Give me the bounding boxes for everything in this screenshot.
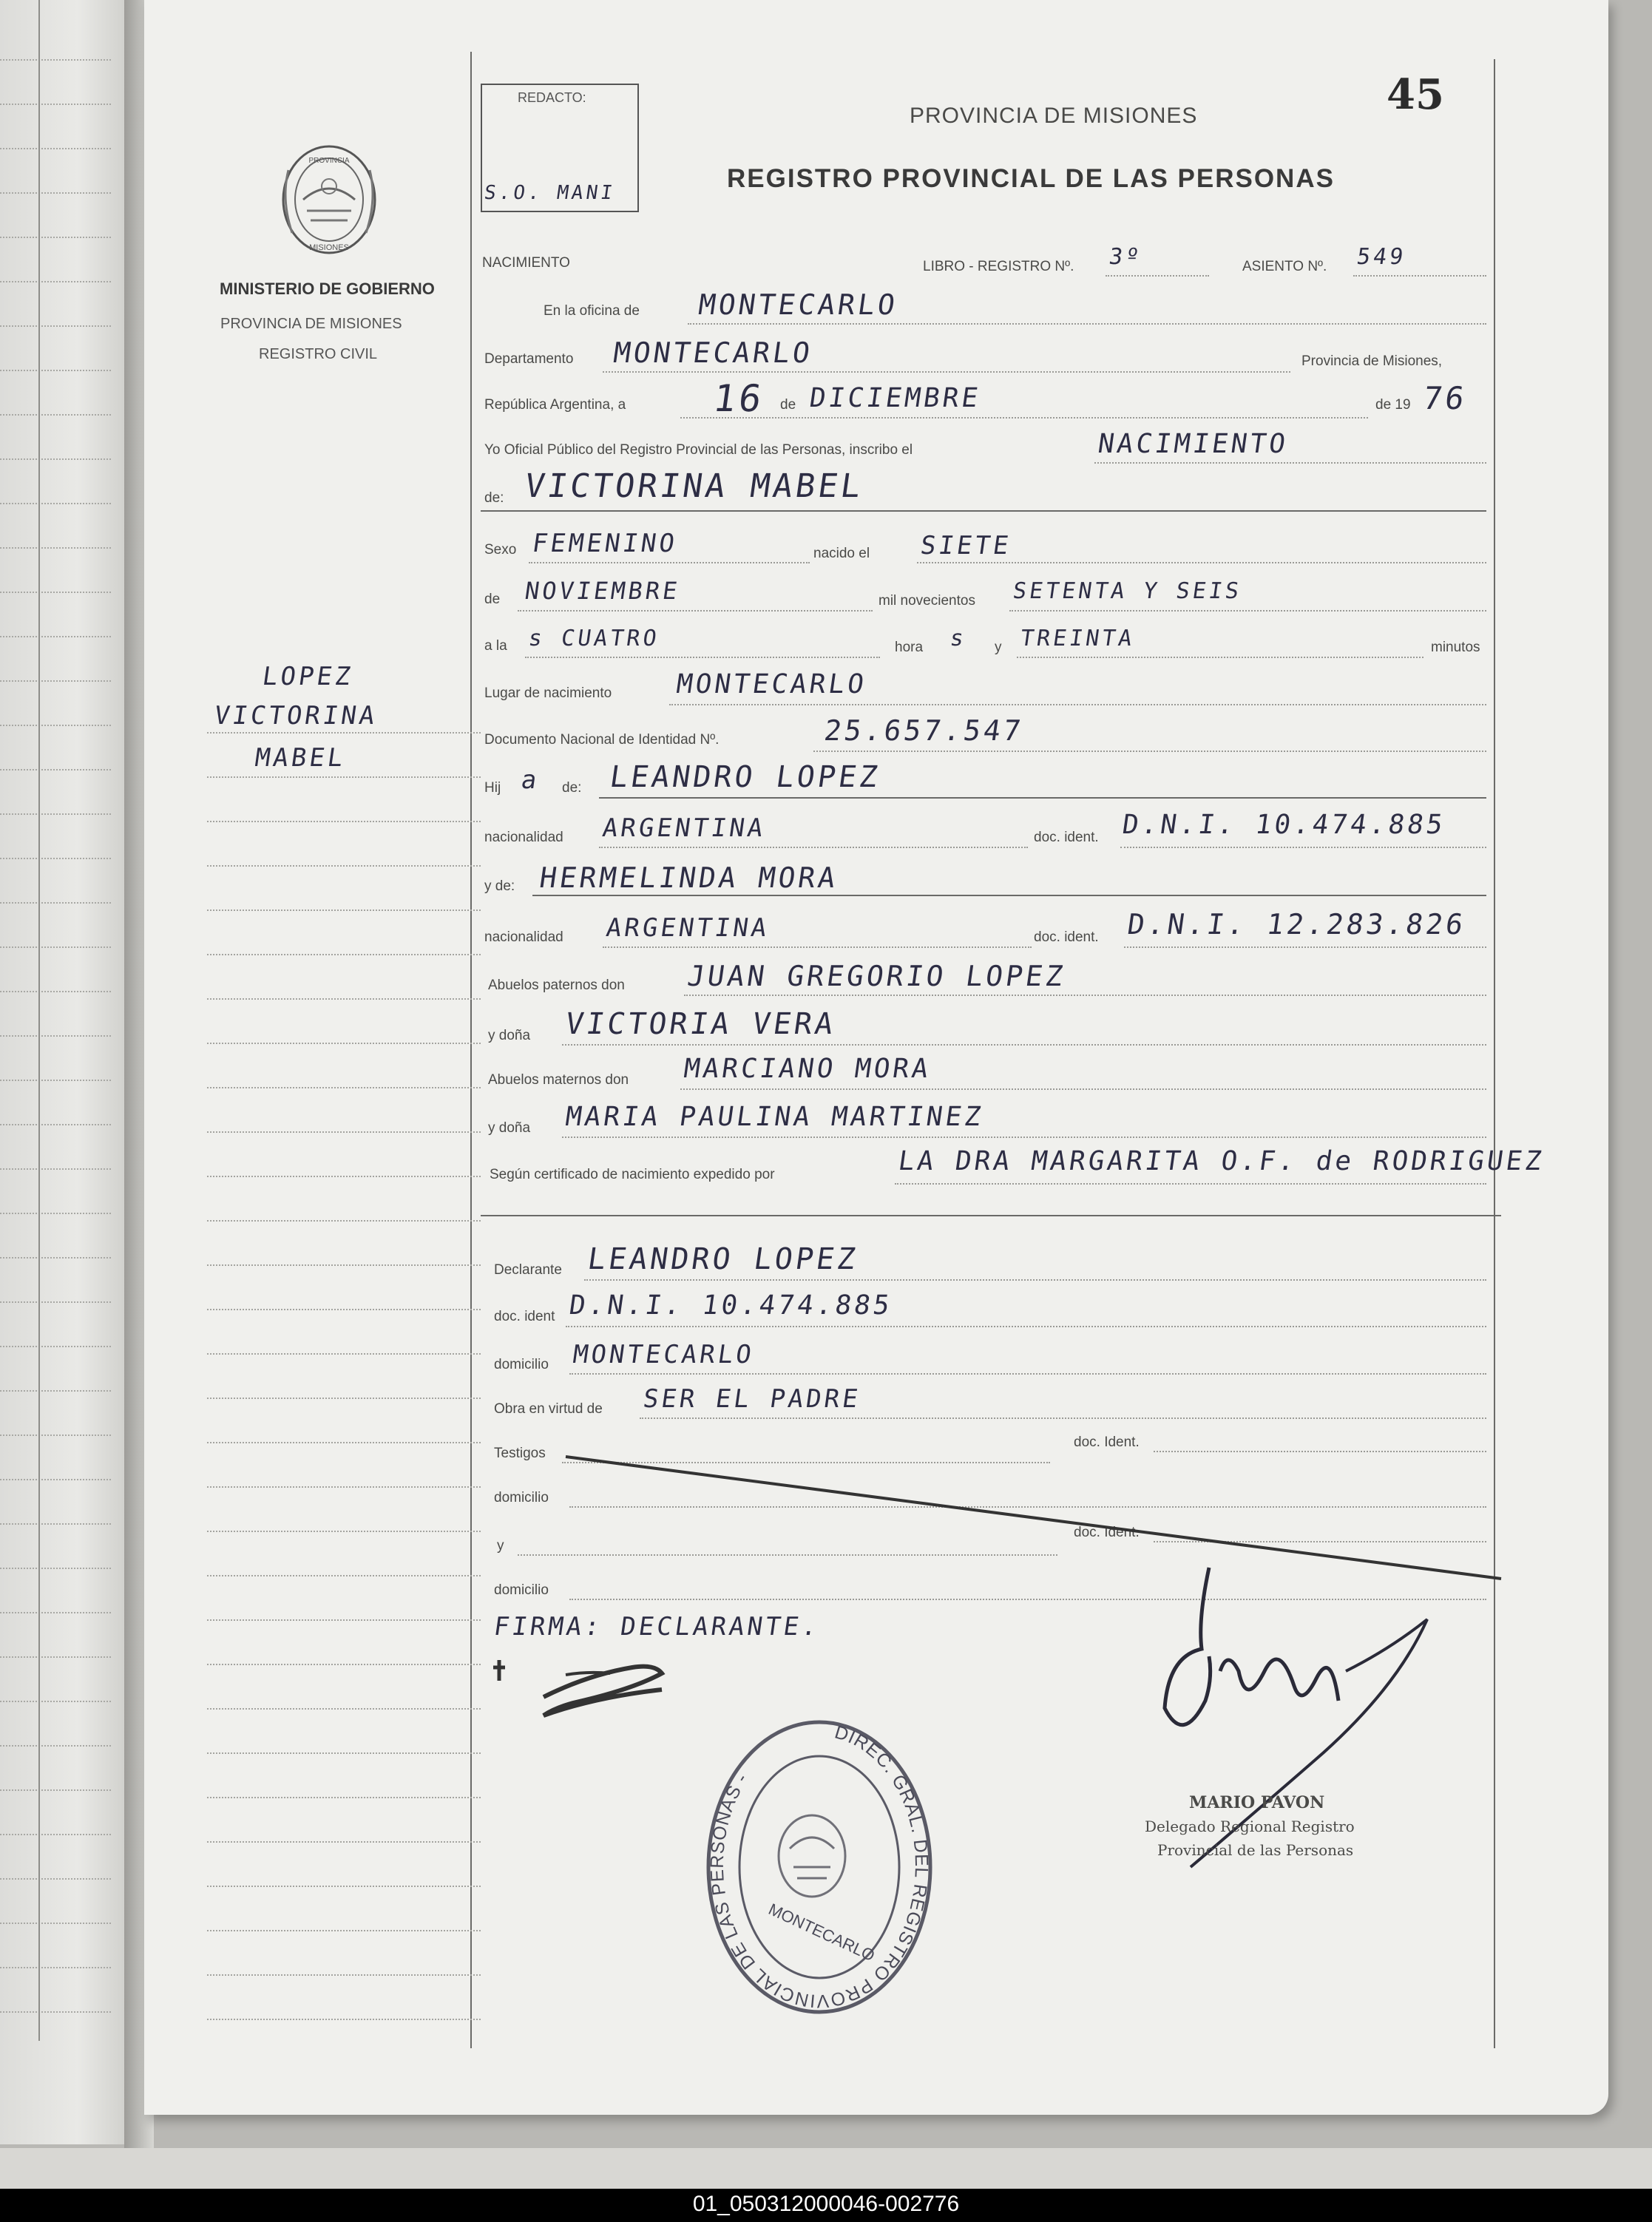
abm-dona-label: y doña bbox=[488, 1120, 531, 1136]
father-rule bbox=[599, 797, 1486, 799]
abp-value: JUAN GREGORIO LOPEZ bbox=[685, 960, 1068, 992]
official-name: MARIO PAVON bbox=[1189, 1793, 1325, 1812]
departamento-value: MONTECARLO bbox=[611, 336, 815, 369]
obra-value: SER EL PADRE bbox=[641, 1384, 863, 1414]
coat-of-arms-icon bbox=[274, 140, 385, 266]
alas-value: s CUATRO bbox=[527, 626, 661, 651]
mother-rule bbox=[532, 895, 1486, 896]
sexo-value: FEMENINO bbox=[530, 529, 680, 558]
obra-label: Obra en virtud de bbox=[494, 1401, 603, 1417]
hij-de-label: de: bbox=[562, 780, 582, 796]
mil-value: SETENTA Y SEIS bbox=[1011, 578, 1244, 604]
name-rule bbox=[481, 510, 1486, 512]
year-value: 76 bbox=[1421, 380, 1470, 416]
oficial-value: NACIMIENTO bbox=[1096, 429, 1290, 459]
abp-dona-value: VICTORIA VERA bbox=[563, 1007, 839, 1041]
nacido-label: nacido el bbox=[813, 546, 870, 561]
official-title1: Delegado Regional Registro bbox=[1145, 1818, 1355, 1835]
abm-dona-value: MARIA PAULINA MARTINEZ bbox=[563, 1102, 986, 1132]
sexo-label: Sexo bbox=[484, 542, 517, 558]
doc2-value: D.N.I. 12.283.826 bbox=[1125, 908, 1469, 941]
nac1-label: nacionalidad bbox=[484, 830, 563, 845]
asiento-value: 549 bbox=[1355, 244, 1408, 270]
ministry-title: MINISTERIO DE GOBIERNO bbox=[220, 280, 435, 298]
libro-value: 3º bbox=[1107, 244, 1144, 270]
firma-label: FIRMA: DECLARANTE. bbox=[492, 1612, 822, 1642]
father-value: LEANDRO LOPEZ bbox=[607, 760, 883, 794]
lugar-label: Lugar de nacimiento bbox=[484, 685, 612, 701]
abm-value: MARCIANO MORA bbox=[682, 1054, 933, 1084]
cert-label: Según certificado de nacimiento expedido por bbox=[490, 1167, 775, 1182]
page-number: 45 bbox=[1387, 70, 1444, 119]
ministry-province: PROVINCIA DE MISIONES bbox=[220, 316, 402, 332]
official-signature bbox=[1080, 1560, 1449, 1945]
mother-value: HERMELINDA MORA bbox=[537, 861, 841, 894]
decl-doc-value: D.N.I. 10.474.885 bbox=[567, 1290, 895, 1321]
dni-label: Documento Nacional de Identidad Nº. bbox=[484, 732, 720, 748]
declarante-label: Declarante bbox=[494, 1262, 562, 1278]
domicilio-label: domicilio bbox=[494, 1357, 549, 1372]
hora-label: hora bbox=[895, 640, 924, 655]
testigos-doc2-label: doc. Ident. bbox=[1074, 1525, 1140, 1540]
minutes-value: TREINTA bbox=[1018, 626, 1137, 651]
left-page bbox=[0, 0, 129, 2144]
abp-dona-label: y doña bbox=[488, 1028, 531, 1043]
day-value: 16 bbox=[710, 377, 768, 420]
abm-label: Abuelos maternos don bbox=[488, 1072, 629, 1088]
oficina-value: MONTECARLO bbox=[696, 288, 900, 321]
redacto-value: S.O. MANI bbox=[482, 182, 617, 204]
asiento-label: ASIENTO Nº. bbox=[1242, 259, 1327, 274]
alas-label: a la bbox=[484, 638, 507, 654]
image-caption: 01_050312000046-002776 bbox=[692, 2192, 960, 2216]
de2-label: de bbox=[484, 592, 501, 607]
nacido-value: SIETE bbox=[918, 531, 1014, 560]
stamp-ring-text: DIREC. GRAL. DEL REGISTRO PROVINCIAL DE LAS PERSONAS - bbox=[706, 1721, 932, 2012]
de-name-label: de: bbox=[484, 490, 504, 506]
declarant-signature bbox=[484, 1645, 706, 1727]
testigos-dom-label: domicilio bbox=[494, 1490, 549, 1505]
arms-bottom-text: MISIONES bbox=[309, 243, 349, 252]
domicilio-value: MONTECARLO bbox=[571, 1340, 756, 1369]
hora-value: s bbox=[948, 626, 969, 651]
name-value: VICTORINA MABEL bbox=[522, 467, 866, 505]
page-right-rule bbox=[1494, 59, 1495, 2048]
margin-first-name: VICTORINA bbox=[212, 701, 380, 731]
month2-value: NOVIEMBRE bbox=[523, 577, 683, 605]
redacto-label: REDACTO: bbox=[518, 90, 586, 105]
lugar-value: MONTECARLO bbox=[674, 669, 869, 700]
province-header: PROVINCIA DE MISIONES bbox=[910, 104, 1198, 128]
oficina-label: En la oficina de bbox=[544, 303, 640, 319]
record-type-label: NACIMIENTO bbox=[482, 255, 570, 271]
stamp-inner-text: MONTECARLO bbox=[765, 1900, 878, 1965]
stamp-emblem-icon bbox=[779, 1815, 845, 1897]
nac1-value: ARGENTINA bbox=[600, 813, 768, 843]
testigos-dom2-label: domicilio bbox=[494, 1582, 549, 1598]
departamento-label: Departamento bbox=[484, 351, 574, 367]
nac2-label: nacionalidad bbox=[484, 929, 563, 945]
section-divider bbox=[481, 1215, 1501, 1216]
cert-value: LA DRA MARGARITA O.F. de RODRIGUEZ bbox=[896, 1146, 1546, 1176]
de-label: de bbox=[780, 397, 796, 413]
page-left-rule bbox=[470, 52, 472, 2048]
registry-stamp bbox=[701, 1715, 938, 2019]
margin-middle-name: MABEL bbox=[253, 743, 348, 773]
nac2-value: ARGENTINA bbox=[604, 913, 772, 943]
year-label: de 19 bbox=[1375, 397, 1411, 413]
oficial-label: Yo Oficial Público del Registro Provincial de las Personas, inscribo el bbox=[484, 442, 913, 458]
decl-doc-label: doc. ident bbox=[494, 1309, 555, 1324]
mil-label: mil novecientos bbox=[879, 593, 975, 609]
official-title2: Provincial de las Personas bbox=[1157, 1841, 1354, 1859]
margin-surname: LOPEZ bbox=[260, 662, 356, 691]
registry-title: REGISTRO PROVINCIAL DE LAS PERSONAS bbox=[727, 164, 1335, 193]
declarante-value: LEANDRO LOPEZ bbox=[585, 1242, 861, 1276]
dni-value: 25.657.547 bbox=[822, 714, 1026, 747]
y-label: y bbox=[995, 640, 1002, 655]
minutos-label: minutos bbox=[1431, 640, 1480, 655]
libro-label: LIBRO - REGISTRO Nº. bbox=[923, 259, 1074, 274]
doc1-value: D.N.I. 10.474.885 bbox=[1120, 810, 1448, 840]
book-edge bbox=[0, 2148, 1652, 2192]
y2-label: y bbox=[497, 1538, 504, 1554]
arms-ring-text: PROVINCIA bbox=[308, 157, 350, 165]
abp-label: Abuelos paternos don bbox=[488, 978, 625, 993]
republica-label: República Argentina, a bbox=[484, 397, 626, 413]
hij-suffix: a bbox=[519, 765, 542, 795]
testigos-label: Testigos bbox=[494, 1446, 546, 1461]
testigos-doc-label: doc. Ident. bbox=[1074, 1435, 1140, 1450]
doc2-label: doc. ident. bbox=[1034, 929, 1099, 945]
ministry-office: REGISTRO CIVIL bbox=[259, 346, 378, 362]
doc1-label: doc. ident. bbox=[1034, 830, 1099, 845]
provincia-label: Provincia de Misiones, bbox=[1301, 353, 1443, 369]
month-value: DICIEMBRE bbox=[808, 383, 983, 413]
yde-label: y de: bbox=[484, 878, 515, 894]
hij-label: Hij bbox=[484, 780, 501, 796]
